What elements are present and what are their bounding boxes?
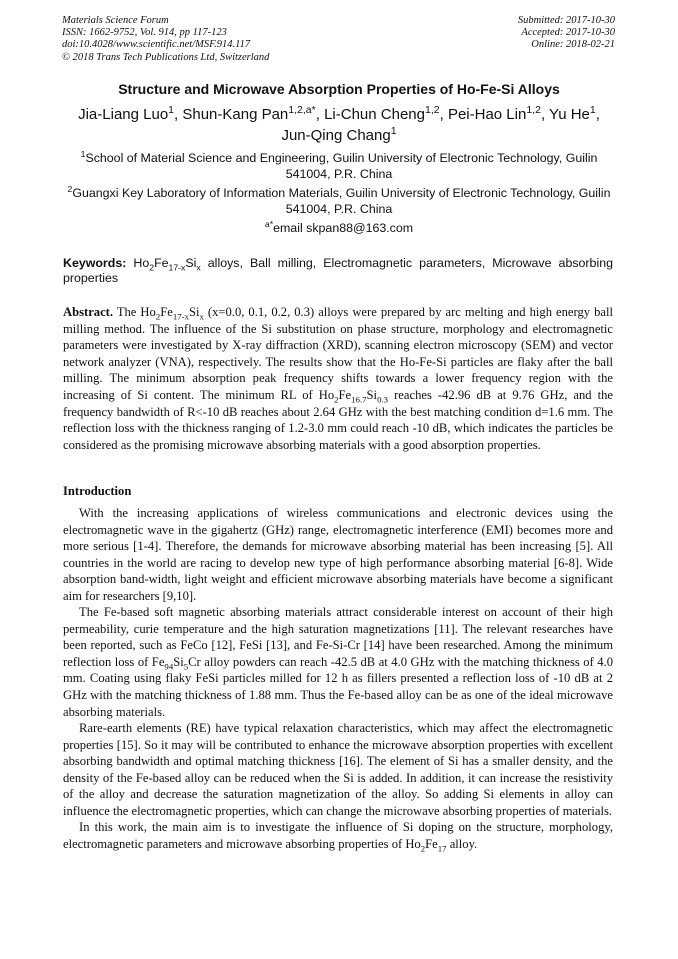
abstract-sub: x <box>199 311 204 322</box>
copyright: © 2018 Trans Tech Publications Ltd, Switzerland <box>62 51 270 63</box>
author: Li-Chun Cheng <box>324 106 425 123</box>
paper-title: Structure and Microwave Absorption Properties of Ho-Fe-Si Alloys <box>118 81 560 97</box>
author-sup: 1,2 <box>424 104 440 116</box>
abstract-sub: 16.7 <box>351 394 367 405</box>
abstract-text: Si <box>188 305 200 319</box>
keywords-label: Keywords: <box>63 256 127 270</box>
kw-sub: 17-x <box>168 262 186 273</box>
author-sup: 1 <box>168 104 175 116</box>
author: Jia-Liang Luo <box>78 106 169 123</box>
submitted-date: Submitted: 2017-10-30 <box>517 15 615 26</box>
paragraph: Rare-earth elements (RE) have typical relaxation characteristics, which may affect the electromagnetic properties [15]. So it may will be contributed to enhance the microwave absorption properties with excellent absorbing bandwidth and optimal matching thickness [16]. The element of Si has a smaller density, and the density of the Fe-based alloy can be reduced when the Si is added. In addition, it can increase the resistivity of the alloy and decrease the saturation magnetization of the alloy. So adding Si elements in alloy can influence the electromagnetic properties, which can change the microwave absorbing properties of materials. <box>63 721 613 818</box>
journal-name: Materials Science Forum <box>62 15 169 26</box>
abstract-sub: 2 <box>334 394 339 405</box>
kw-formula: Fe <box>154 256 169 270</box>
issn: ISSN: 1662-9752, Vol. 914, pp 117-123 <box>62 27 227 39</box>
para-sub: 5 <box>183 661 189 672</box>
keywords-text: alloys, Ball milling, Electromagnetic parameters, Microwave absorbing properties <box>63 256 613 285</box>
para-text: Cr alloy powders can reach -42.5 dB at 4.0 GHz with the matching thickness of 4.0 mm. Coating using flaky FeSi particles milled for 12 h as fillers presented a reflection loss of -10 dB at 2 GHz with the matching thickness of 1.88 mm. Thus the Fe-based alloy can be as one of the ideal microwave absorbing materials. <box>63 654 613 719</box>
affiliation-2 <box>60 185 618 217</box>
journal-info <box>62 15 269 64</box>
affiliation-sup: 2 <box>67 183 73 194</box>
abstract-sub: 0.3 <box>377 394 389 405</box>
affiliation-1 <box>60 150 618 182</box>
para-sub: 2 <box>420 843 426 854</box>
para-text: Si <box>173 654 184 669</box>
author: Yu He <box>549 106 590 123</box>
abstract-label: Abstract. <box>63 305 114 319</box>
paragraph <box>63 604 613 720</box>
abstract-sub: 2 <box>155 311 161 322</box>
author-sup: 1,2 <box>526 104 541 116</box>
para-text: alloy. <box>446 836 478 851</box>
doi-link[interactable]: doi:10.4028/www.scientific.net/MSF.914.117 <box>62 39 251 51</box>
author-list: Jia-Liang Luo$^1$, Shun-Kang Pan$^{1,2,a*}$, Li-Chun Cheng$^{1,2}$, Pei-Hao Lin$^{1,2}$, Yu He$^1$, Jun-Qing Chang$^1$ <box>78 104 600 144</box>
kw-sub: 2 <box>149 262 155 273</box>
contact-email <box>60 220 618 236</box>
abstract-sub: 17-x <box>172 311 189 322</box>
paragraph <box>63 819 613 852</box>
abstract-text: (x=0.0, 0.1, 0.2, 0.3) alloys were prepared by arc melting and high energy ball milling method. The influence of the Si substitution on phase structure, morphology and electromagnetic parameters were investigated by X-ray diffraction (XRD), scanning electron microscopy (SEM) and vector network analyzer (VNA), respectively. The results show that the Ho-Fe-Si particles are flaky after the ball milling. The minimum absorption peak frequency shifts towards a lower frequency region with the increasing of Si content. The minimum RL of Ho <box>63 305 613 402</box>
affiliation-sup: 1 <box>80 148 86 159</box>
dates-info <box>518 15 615 52</box>
author: Shun-Kang Pan <box>182 106 289 123</box>
abstract-text: Fe <box>338 387 352 402</box>
abstract-text: reaches -42.96 dB at 9.76 GHz, and the frequency bandwidth of R<-10 dB reaches about 2.64 GHz with the best matching condition d=1.6 mm. The reflection loss with the thickness ranging of 1.2-3.0 mm could reach -10 dB, which indicates the particles be considered as the promising microwave absorbing materials with a good absorption properties. <box>63 387 613 452</box>
keywords <box>63 256 613 285</box>
para-sub: 17 <box>437 843 447 854</box>
affiliation-text: Guangxi Key Laboratory of Information Materials, Guilin University of Electronic Technology, Guilin 541004, P.R. China <box>72 186 611 216</box>
abstract-text: The Ho <box>113 305 156 319</box>
introduction-body <box>63 505 613 852</box>
email-sup: a* <box>264 218 274 229</box>
author-sup: 1 <box>390 125 397 137</box>
para-text: In this work, the main aim is to investigate the influence of Si doping on the structure, morphology, electromagnetic parameters and microwave absorbing properties of Ho <box>63 820 613 851</box>
abstract <box>63 304 613 453</box>
section-heading-introduction: Introduction <box>63 484 132 498</box>
email-link[interactable]: email skpan88@163.com <box>273 221 414 235</box>
para-text: Fe <box>425 836 438 851</box>
author: Jun-Qing Chang <box>281 127 391 144</box>
kw-formula: Si <box>185 256 197 270</box>
paragraph: With the increasing applications of wireless communications and electronic devices using the electromagnetic wave in the gigahertz (GHz) range, electromagnetic interference (EMI) becomes more and more serious [1-4]. Therefore, the demands for microwave absorbing material has been increasing [5]. All countries in the world are racing to develop new type of high performance absorbing material [6-8]. Wide absorption band-width, light weight and efficient microwave absorbing materials have become a significant aim for researchers [9,10]. <box>63 506 613 603</box>
kw-sub: x <box>196 262 201 273</box>
author-sup: 1 <box>589 104 596 116</box>
online-date: Online: 2018-02-21 <box>531 39 615 51</box>
abstract-text: Fe <box>160 305 173 319</box>
affiliation-text: School of Material Science and Engineering, Guilin University of Electronic Technology, Guilin 541004, P.R. China <box>85 151 598 181</box>
para-sub: 94 <box>164 661 174 672</box>
kw-formula: Ho <box>133 256 150 270</box>
author: Pei-Hao Lin <box>447 106 527 123</box>
author-sup: 1,2,a* <box>288 104 316 116</box>
accepted-date: Accepted: 2017-10-30 <box>521 27 615 39</box>
para-text: The Fe-based soft magnetic absorbing materials attract considerable interest on account of their high permeability, curie temperature and the high saturation magnetizations [11]. The relevant researches have been reported, such as FeCo [12], FeSi [13], and Fe-Si-Cr [14] have been researched. Among the minimum reflection loss of Fe <box>63 605 613 669</box>
abstract-text: Si <box>366 387 378 402</box>
